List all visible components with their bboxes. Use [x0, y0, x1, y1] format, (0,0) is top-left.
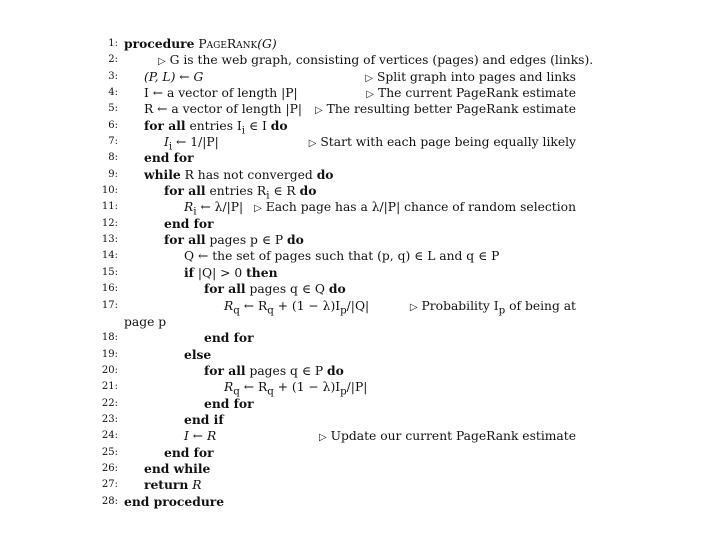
algo-line — [96, 232, 576, 248]
algo-line — [96, 117, 576, 137]
comment-triangle-icon: ▷ — [409, 301, 418, 313]
code: $R_q$ ← $R_q + (1 - \lambda)I_p/|Q|$ — [224, 298, 370, 316]
algo-line — [96, 298, 576, 314]
algo-line — [96, 281, 576, 297]
line-number: 26: — [101, 462, 118, 474]
algo-line — [96, 167, 576, 183]
line-number: 8: — [108, 152, 118, 164]
algo-line — [96, 265, 576, 281]
line-number: 16: — [101, 283, 118, 295]
line-number: 24: — [101, 430, 118, 442]
comment-triangle-icon: ▷ — [308, 138, 317, 150]
comment-triangle-icon: ▷ — [365, 72, 374, 84]
comment: Each page has a λ/|P| chance of random selection — [265, 200, 576, 215]
procedure-args: (G) — [257, 37, 277, 51]
comment: Start with each page being equally likely — [320, 135, 576, 150]
algo-line — [96, 216, 576, 232]
line-number: 10: — [101, 185, 118, 197]
comment: Probability $I_p$ of being at — [421, 298, 576, 316]
line-number: 23: — [101, 413, 118, 425]
line-number: 4: — [108, 87, 118, 99]
algo-line — [96, 248, 576, 264]
algo-line — [96, 494, 576, 510]
comment: Update our current PageRank estimate — [330, 429, 576, 444]
algo-line — [96, 85, 576, 101]
line-number: 7: — [108, 136, 118, 148]
algo-line — [96, 183, 576, 202]
algo-line — [96, 36, 576, 52]
code: Q ← the set of pages such that (p, q) ∈ L and q ∈ P — [184, 249, 500, 264]
line-number: 2: — [108, 54, 118, 66]
comment-continuation: page p — [124, 314, 167, 329]
comment-triangle-icon: ▷ — [158, 56, 166, 68]
code: for all entries $I_i$ ∈ I do — [144, 117, 288, 137]
line-number: 22: — [101, 397, 118, 409]
code: while R has not converged do — [144, 166, 334, 182]
code: R ← a vector of length |P| — [144, 102, 303, 117]
algo-line — [96, 461, 576, 477]
algo-line — [96, 412, 576, 428]
line-number: 21: — [101, 381, 118, 393]
comment: G is the web graph, consisting of vertices (pages) and edges (links). — [169, 53, 594, 68]
line-number: 17: — [101, 299, 118, 311]
comment: The current PageRank estimate — [378, 86, 576, 101]
algo-line — [96, 428, 576, 444]
code: (P, L) ← G — [144, 69, 204, 84]
code: $I_i$ ← 1/|P| — [164, 135, 219, 153]
code: for all entries $R_i$ ∈ R do — [164, 183, 317, 202]
line-number: 15: — [101, 266, 118, 278]
code: for all pages q ∈ Q do — [204, 281, 346, 297]
algo-line — [96, 330, 576, 346]
keyword-end-if: end if — [184, 411, 224, 427]
line-number: 5: — [108, 103, 118, 115]
comment: The resulting better PageRank estimate — [326, 102, 576, 117]
comment-triangle-icon: ▷ — [254, 203, 262, 215]
algo-line — [96, 396, 576, 412]
keyword-end-for: end for — [144, 150, 194, 166]
keyword-end-for: end for — [204, 330, 254, 346]
code: I ← R — [184, 429, 217, 444]
line-number: 25: — [101, 446, 118, 458]
code: return R — [144, 477, 202, 493]
keyword-else: else — [184, 346, 212, 362]
algo-line — [96, 445, 576, 461]
code: for all pages q ∈ P do — [204, 362, 344, 378]
line-number: 18: — [101, 332, 118, 344]
algo-line — [96, 347, 576, 363]
line-number: 6: — [108, 119, 118, 131]
comment-triangle-icon: ▷ — [319, 432, 327, 444]
algo-line — [96, 69, 576, 85]
keyword-end-procedure: end procedure — [124, 493, 225, 509]
algo-line — [96, 150, 576, 166]
code: I ← a vector of length |P| — [144, 86, 298, 101]
algo-line — [96, 363, 576, 379]
line-number: 1: — [108, 38, 118, 49]
keyword-procedure: procedure — [124, 36, 195, 51]
comment: Split graph into pages and links — [376, 69, 576, 84]
keyword-end-for: end for — [204, 395, 254, 411]
algo-line — [96, 134, 576, 153]
line-number: 13: — [101, 234, 118, 246]
keyword-end-for: end for — [164, 444, 214, 460]
line-number: 9: — [108, 168, 118, 180]
line-number: 19: — [101, 348, 118, 360]
line-number: 14: — [101, 250, 118, 262]
line-number: 12: — [101, 217, 118, 229]
line-number: 20: — [101, 364, 118, 376]
code: for all pages p ∈ P do — [164, 232, 304, 248]
comment-triangle-icon: ▷ — [315, 105, 323, 117]
comment-triangle-icon: ▷ — [366, 89, 375, 101]
code: if |Q| > 0 then — [184, 264, 278, 280]
algo-line — [96, 477, 576, 493]
algo-line — [96, 101, 576, 117]
pagerank-algorithm — [96, 36, 594, 510]
line-number: 3: — [108, 70, 118, 82]
code: $R_q$ ← $R_q + (1 - \lambda)I_p/|P|$ — [224, 380, 368, 398]
algo-line-wrap — [96, 314, 576, 330]
algo-line — [96, 379, 576, 398]
code: $R_i$ ← λ/|P| — [184, 200, 244, 218]
line-number: 11: — [101, 201, 118, 213]
line-number: 27: — [101, 479, 118, 491]
procedure-name: PageRank — [198, 37, 258, 51]
line-number: 28: — [101, 495, 118, 507]
keyword-end-while: end while — [144, 460, 211, 476]
keyword-end-for: end for — [164, 215, 214, 231]
algo-line — [96, 199, 576, 218]
algo-line — [96, 52, 594, 68]
